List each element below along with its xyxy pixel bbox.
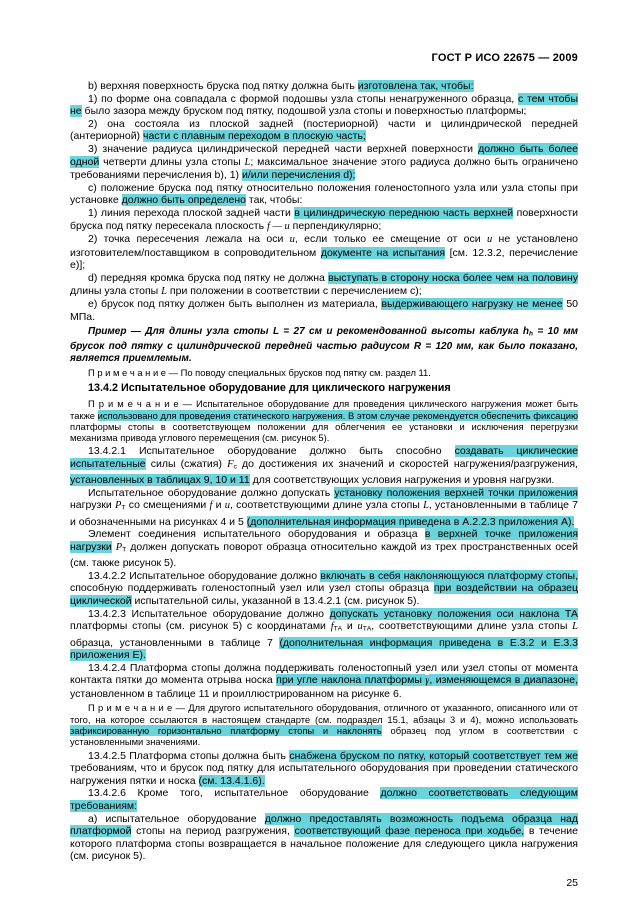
search-highlight: выдерживающего нагрузку не менее [381, 298, 563, 311]
text-segment: [см. 12.3.2, перечисление e)]; [70, 246, 579, 272]
text-segment: = 10 мм брусок под пятку с цилиндрической передней частью радиусом R = 120 мм, как было показано, является приемлемым. [70, 326, 578, 364]
paragraph [70, 528, 578, 569]
text-segment: f [330, 621, 334, 633]
search-highlight: выступать в сторону носка более чем на половину [328, 271, 579, 284]
text-segment: L [572, 621, 579, 633]
text-segment: 13.4.2.6 Кроме того, испытательное оборудование [88, 787, 381, 800]
paragraph [70, 445, 578, 486]
text-segment: должен допускать поворот образца относительно каждой из трех пространственных осей (см. также рисунок 5). [70, 540, 579, 570]
text-segment: 13.4.2.4 Платформа стопы должна поддерживать голеностопный узел или узел стопы от момента контакта пятки до момента отрыва носка [70, 661, 578, 687]
text-segment: , если только ее смещение от оси [294, 233, 487, 246]
standard-reference-header: ГОСТ Р ИСО 22675 — 2009 [431, 52, 578, 64]
text-segment: 13.4.2.2 Испытательное оборудование должно [88, 569, 321, 582]
text-segment: 13.4.2.3 Испытательное оборудование должно [88, 607, 330, 620]
text-segment: нагрузки [70, 499, 115, 512]
paragraph [70, 143, 578, 182]
search-highlight: γ [425, 675, 430, 687]
paragraph [70, 182, 578, 207]
text-segment: P [115, 541, 123, 553]
text-segment: перпендикулярно; [289, 219, 382, 232]
text-segment: П р и м е ч а н и е — По поводу специальных брусков под пятку см. раздел 11. [88, 366, 431, 378]
paragraph [70, 662, 578, 701]
text-segment: u [357, 621, 363, 633]
paragraph [70, 608, 578, 662]
text-segment: 13.4.2.1 Испытательное оборудование должно быть способно [88, 445, 455, 458]
paragraph [70, 93, 578, 118]
search-highlight: должно соответствовать следующим требованиям: [70, 787, 578, 813]
paragraph [70, 233, 578, 272]
text-segment: 2) точка пересечения лежала на оси [88, 233, 290, 246]
text-segment: L [423, 500, 429, 512]
search-highlight: , изменяющемся в диапазоне, [429, 674, 578, 687]
note-paragraph [70, 702, 578, 747]
text-segment: а) испытательное оборудование [88, 812, 265, 825]
text-segment: Т [122, 546, 127, 554]
text-segment: 1) линия перехода плоской задней части [88, 206, 295, 219]
page-number: 25 [566, 877, 578, 889]
text-segment: стопы на период разгружения, [131, 825, 295, 838]
text-segment: f [209, 500, 213, 512]
text-segment: испытательной силы, указанной в 13.4.2.1 (см. рисунок 5). [131, 595, 420, 608]
note-paragraph [70, 398, 578, 443]
text-segment: ТА [362, 625, 372, 633]
search-highlight: с тем чтобы не [70, 92, 578, 118]
search-highlight: установку положения верхней точки приложения [334, 486, 578, 499]
text-segment: и [342, 620, 358, 633]
search-highlight: допускать установку положения оси наклона ТА [329, 607, 578, 620]
search-highlight: (дополнительная информация приведена в А.2.2.3 приложения А). [246, 515, 575, 528]
text-segment: ; максимальное значение этого радиуса должно быть ограничено требованиями перечисления b), 1) [70, 155, 578, 182]
search-highlight: документе на испытания [320, 246, 446, 259]
search-highlight: включать в себя наклоняющуюся платформу стопы, [320, 569, 578, 582]
text-segment: требованиям, что и брусок под пятку для испытательного оборудования при проведении статического нагружения пятки и носка [70, 762, 578, 787]
search-highlight: изготовлена так, чтобы: [357, 80, 474, 92]
search-highlight: (дополнительная информация приведена в Е.3.2 и Е.3.3 приложения Е). [70, 636, 578, 662]
text-segment: образец под углом в соответствии с установленными значениями. [70, 725, 578, 748]
paragraph [70, 118, 578, 143]
text-segment: b) верхняя поверхность бруска под пятку должна быть [88, 80, 358, 92]
text-segment: со смещениями [125, 499, 210, 512]
text-segment: длины узла стопы [70, 284, 162, 297]
text-segment: 13.4.2 Испытательное оборудование для циклического нагружения [88, 382, 451, 395]
paragraph [70, 570, 578, 608]
text-segment: было зазора между бруском под пятку, подошвой узла стопы и поверхностью платформы; [81, 105, 527, 118]
paragraph [70, 207, 578, 233]
text-segment: ТА [333, 625, 343, 633]
search-highlight: (см. 13.4.1.6). [198, 774, 265, 787]
paragraph [70, 787, 578, 812]
search-highlight: и/или перечисления d); [241, 169, 356, 182]
text-segment: силы (сжатия) [145, 457, 228, 470]
document-content [70, 80, 578, 863]
text-segment: П р и м е ч а н и е — Испытательное оборудование для проведения циклического нагружения может быть также [70, 398, 578, 421]
text-segment: L [244, 156, 251, 168]
search-highlight: создавать циклические испытательные [70, 445, 578, 470]
text-segment: d) передняя кромка бруска под пятку не должна [88, 271, 329, 284]
search-highlight: должно быть более одной [70, 142, 578, 168]
text-segment: 3) значение радиуса цилиндрической передней части верхней поверхности [88, 142, 479, 155]
text-segment: , соответствующими длине узла стопы [229, 499, 424, 512]
paragraph [70, 750, 578, 788]
text-segment: и [212, 499, 225, 512]
text-segment: f — u [266, 220, 290, 232]
paragraph [70, 272, 578, 298]
paragraph [70, 487, 578, 528]
text-segment: u [224, 500, 230, 512]
search-highlight: при воздействии на образец циклической [70, 582, 579, 608]
text-segment: с [233, 463, 237, 471]
text-segment: F [227, 458, 234, 470]
text-segment: u [289, 234, 295, 246]
text-segment: L [161, 285, 167, 297]
example-paragraph [70, 326, 578, 365]
text-segment: установленном в таблице 11 и проиллюстрированном на рисунке 6. [70, 687, 402, 700]
text-segment: платформы стопы в соответствующем положении для облегчения ее установки и исключения перегрузки механизма привода углового перемещения (см. рисунок 5). [70, 420, 578, 444]
text-segment: P [114, 500, 122, 512]
paragraph [70, 298, 578, 323]
text-segment: Пример — Для длины узла стопы L = 27 см и рекомендованной высоты каблука h [88, 326, 530, 338]
text-segment: не установлено изготовителем/поставщиком в сопроводительном [70, 233, 579, 259]
text-segment: П р и м е ч а н и е — Для другого испытательного оборудования, отличного от указанного, описанного или от того, на которое ссылаются в настоящем стандарте (см. подраздел 15.1, абзацы 3 и 4), можно использовать [70, 702, 578, 725]
text-segment: способную поддерживать голеностопный узел или узел стопы образца [70, 582, 434, 595]
search-highlight: в цилиндрическую переднюю часть верхней [294, 206, 514, 219]
section-heading [70, 382, 578, 395]
paragraph [70, 80, 578, 93]
search-highlight: части с плавным переходом в плоскую часть; [142, 130, 366, 143]
text-segment: c) положение бруска под пятку относительно положения голеностопного узла или узла стопы при установке [70, 181, 578, 207]
text-segment: 50 МПа. [70, 298, 578, 323]
search-highlight: соответствующий фазе переноса при ходьбе, [294, 825, 525, 838]
search-highlight: зафиксированную горизонтально платформу стопы и наклонять [70, 725, 382, 737]
search-highlight: снабжена бруском по пятку, который соответствует тем же [289, 749, 578, 762]
search-highlight: при угле наклона платформы [276, 674, 426, 687]
search-highlight: в верхней точке приложения нагрузки [70, 528, 579, 553]
paragraph [70, 813, 578, 863]
text-segment: четверти длины узла стопы [99, 155, 245, 168]
text-segment: u [486, 234, 493, 246]
text-segment: платформы стопы (см. рисунок 5) с координатами [70, 620, 331, 633]
text-segment: образца, установленными в таблице 7 [70, 636, 280, 649]
search-highlight: должно предоставлять возможность подъема образца над платформой [70, 812, 578, 838]
search-highlight: установленных в таблицах 9, 10 и 11 [70, 474, 250, 487]
text-segment: e) брусок под пятку должен быть выполнен из материала, [88, 298, 382, 311]
text-segment: h [529, 330, 534, 338]
text-segment: , соответствующими длине узла стопы [371, 620, 573, 633]
search-highlight: должно быть определено [121, 194, 247, 207]
search-highlight: использовано для проведения статического нагружения. В этом случае рекомендуется обеспечить фиксацию [97, 409, 578, 421]
text-segment: 2) она состояла из плоской задней (постериорной) части и цилиндрической передней (антериорной) [70, 117, 578, 143]
text-segment: до достижения их значений и скоростей нагружения/разгружения, [236, 457, 578, 470]
text-segment: при положении в соответствии с перечислением c); [167, 284, 422, 297]
text-segment: Элемент соединения испытательного оборудования и образца [88, 528, 425, 541]
text-segment: поверхности бруска под пятку пересекала плоскость [70, 206, 578, 232]
text-segment: в течение которого платформа стопы возвращается в начальное положение для следующего цикла нагружения (см. рисунок 5). [70, 825, 578, 863]
text-segment: так, чтобы: [246, 194, 303, 207]
note-paragraph [70, 367, 578, 378]
text-segment: 13.4.2.5 Платформа стопы должна быть [88, 749, 290, 762]
text-segment: для соответствующих условия нагружения и уровня нагрузки. [249, 474, 555, 487]
text-segment: 1) по форме она совпадала с формой подошвы узла стопы ненагруженного образца, [88, 92, 518, 105]
text-segment: Испытательное оборудование должно допускать [88, 486, 335, 499]
text-segment: Т [121, 505, 126, 513]
text-segment: , установленными в таблице 7 и обозначенными на рисунках 4 и 5 [70, 499, 579, 528]
